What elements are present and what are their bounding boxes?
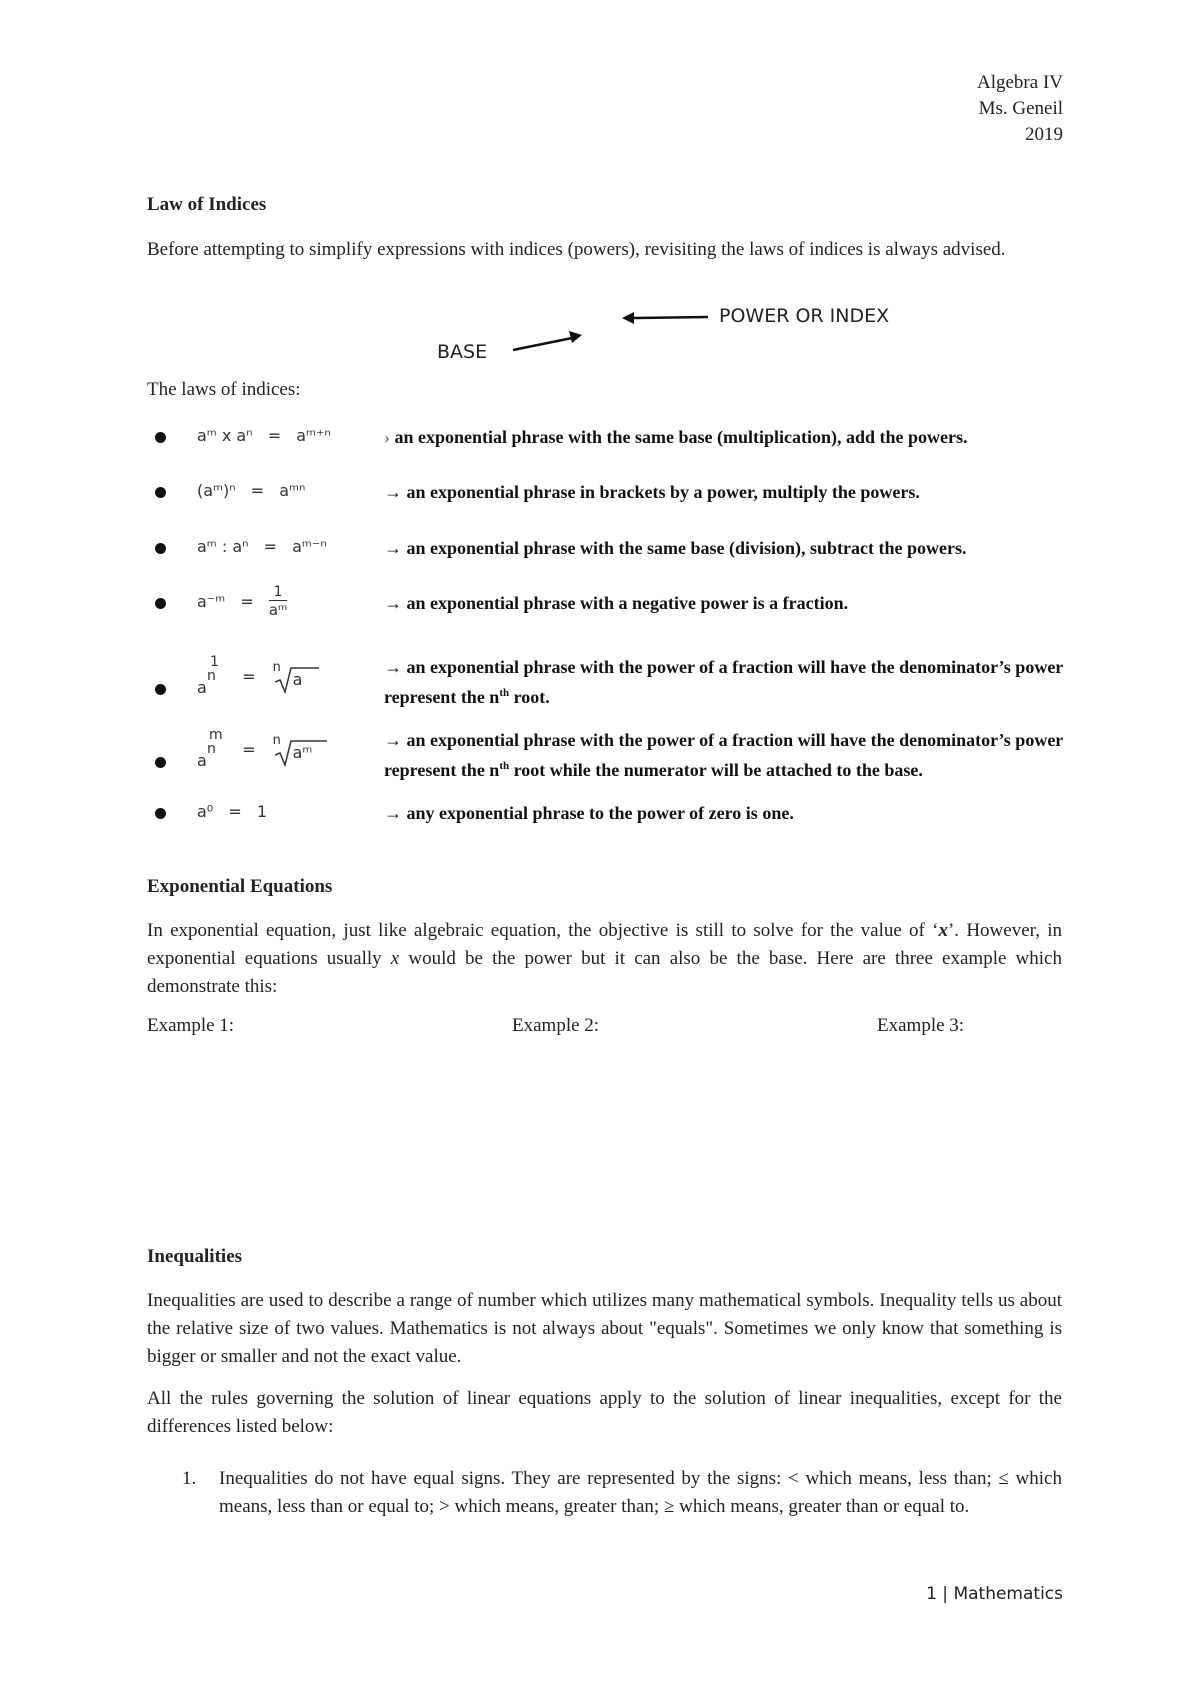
page-number: 1 bbox=[926, 1584, 937, 1604]
law-rhs: 1 bbox=[256, 802, 267, 821]
document-header bbox=[977, 70, 1063, 148]
law-lhs: aᵐ : aⁿ bbox=[197, 537, 249, 556]
page-footer bbox=[926, 1584, 1063, 1604]
law-formula bbox=[197, 654, 321, 698]
example-3-label: Example 3: bbox=[877, 1015, 965, 1036]
inequalities-paragraph-1: Inequalities are used to describe a range of number which utilizes many mathematical symbols. Inequality tells us about the relative size of two values. Mathematics is not always about "equals". Sometimes we only know that something is bigger or smaller and not the exact value. bbox=[147, 1290, 1062, 1367]
law-rhs: aᵐ⁻ⁿ bbox=[292, 537, 327, 556]
bullet-icon bbox=[155, 487, 166, 498]
teacher-name: Ms. Geneil bbox=[978, 98, 1063, 119]
law-description: → an exponential phrase with the same base (division), subtract the powers. bbox=[384, 538, 967, 558]
footer-subject: Mathematics bbox=[953, 1584, 1063, 1604]
law-rhs: aᵐ⁺ⁿ bbox=[296, 426, 331, 445]
equals-sign: = bbox=[242, 666, 256, 686]
law-lhs-fractional-power: a 1 n bbox=[197, 654, 219, 697]
law-formula bbox=[197, 584, 287, 619]
list-item-number: 1. bbox=[182, 1468, 197, 1489]
law-description: › an exponential phrase with the same base (multiplication), add the powers. bbox=[384, 427, 968, 447]
law-lhs: (aᵐ)ⁿ bbox=[197, 481, 236, 500]
bullet-icon bbox=[155, 757, 166, 768]
law-description: → an exponential phrase with a negative power is a fraction. bbox=[384, 593, 849, 613]
law-formula bbox=[197, 727, 329, 771]
equals-sign: = bbox=[267, 426, 282, 445]
law-rhs-radical: n aᵐ bbox=[273, 727, 329, 771]
law-rhs-radical: n a bbox=[273, 654, 321, 698]
exponential-paragraph: In exponential equation, just like algebraic equation, the objective is still to solve for the value of ‘x’. However, in exponential equations usually x would be the power but it can also be the base. Here are three example which demonstrate this: bbox=[147, 920, 1062, 997]
law-formula bbox=[197, 481, 305, 500]
equals-sign: = bbox=[240, 592, 254, 611]
footer-separator: | bbox=[942, 1584, 949, 1604]
year: 2019 bbox=[1025, 124, 1063, 145]
inequalities-paragraph-2: All the rules governing the solution of linear equations apply to the solution of linear inequalities, except for the differences listed below: bbox=[147, 1388, 1062, 1437]
bullet-icon bbox=[155, 432, 166, 443]
bullet-icon bbox=[155, 543, 166, 554]
bullet-icon bbox=[155, 684, 166, 695]
bullet-icon bbox=[155, 808, 166, 819]
section-title-exponential-equations: Exponential Equations bbox=[147, 876, 333, 897]
equals-sign: = bbox=[263, 537, 278, 556]
bullet-icon bbox=[155, 598, 166, 609]
law-formula bbox=[197, 537, 327, 556]
law-lhs: aᵐ x aⁿ bbox=[197, 426, 253, 445]
law-lhs: a⁻ᵐ bbox=[197, 592, 226, 611]
law-formula bbox=[197, 426, 331, 445]
law-lhs-fractional-power: a m n bbox=[197, 727, 223, 770]
equals-sign: = bbox=[242, 739, 256, 759]
power-label: POWER OR INDEX bbox=[719, 305, 890, 327]
law-rhs: aᵐⁿ bbox=[279, 481, 306, 500]
law-description: → an exponential phrase in brackets by a power, multiply the powers. bbox=[384, 482, 920, 502]
law-description: → an exponential phrase with the power of a fraction will have the denominator’s power represent the $n^{th}$ root while the numerator will be attached to the base. bbox=[384, 730, 1063, 780]
law-description: → an exponential phrase with the power of a fraction will have the denominator’s power represent the $n^{th}$ root. bbox=[384, 657, 1063, 707]
base-label: BASE bbox=[437, 341, 488, 363]
equals-sign: = bbox=[250, 481, 265, 500]
section-title-inequalities: Inequalities bbox=[147, 1246, 243, 1267]
law-rhs-fraction: $\frac{1}{\text{aᵐ}}$ bbox=[268, 584, 288, 619]
equals-sign: = bbox=[228, 802, 242, 821]
arrow-left-icon bbox=[620, 308, 710, 328]
law-formula bbox=[197, 802, 267, 821]
arrow-right-icon bbox=[510, 328, 585, 356]
laws-list-intro: The laws of indices: bbox=[147, 379, 301, 400]
laws-intro-paragraph: Before attempting to simplify expressions with indices (powers), revisiting the laws of indices is always advised. bbox=[147, 239, 1006, 260]
example-1-label: Example 1: bbox=[147, 1015, 235, 1036]
course-name: Algebra IV bbox=[977, 72, 1063, 93]
law-lhs: a⁰ bbox=[197, 802, 214, 821]
law-description: → any exponential phrase to the power of zero is one. bbox=[384, 803, 794, 823]
list-item-text: Inequalities do not have equal signs. They are represented by the signs: < which means, less than; ≤ which means, less than or equal to; > which means, greater than; ≥ which means, greater than or equal to. bbox=[219, 1468, 1062, 1517]
section-title-law-of-indices: Law of Indices bbox=[147, 194, 267, 215]
example-2-label: Example 2: bbox=[512, 1015, 600, 1036]
